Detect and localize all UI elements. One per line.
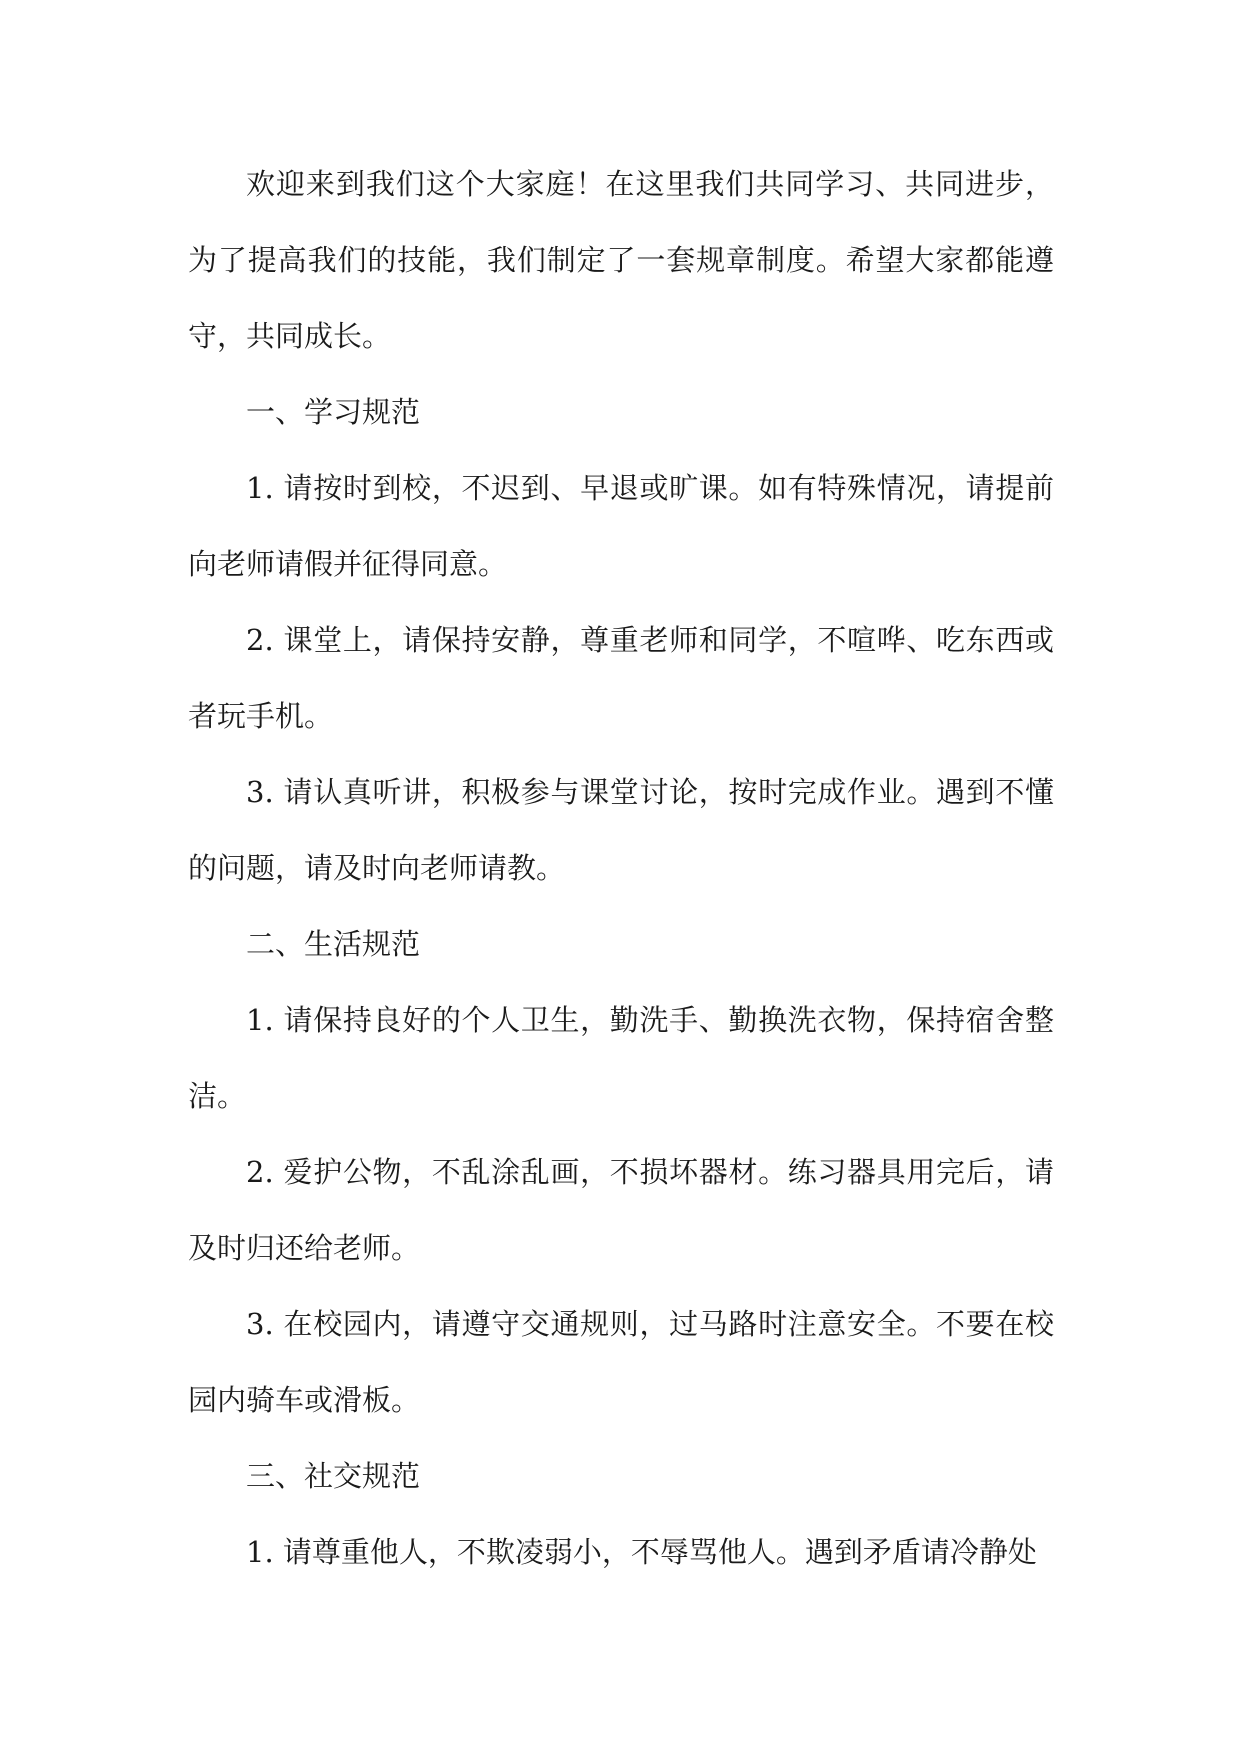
list-item: 1. 请保持良好的个人卫生，勤洗手、勤换洗衣物，保持宿舍整洁。 [188, 1003, 1054, 1113]
list-item: 2. 课堂上，请保持安静，尊重老师和同学，不喧哗、吃东西或者玩手机。 [188, 623, 1054, 733]
section-heading-social: 三、社交规范 [246, 1459, 421, 1493]
list-item: 2. 爱护公物，不乱涂乱画，不损坏器材。练习器具用完后，请及时归还给老师。 [188, 1155, 1054, 1265]
list-item: 1. 请按时到校，不迟到、早退或旷课。如有特殊情况，请提前向老师请假并征得同意。 [188, 471, 1054, 581]
list-item: 1. 请尊重他人，不欺凌弱小，不辱骂他人。遇到矛盾请冷静处 [246, 1535, 1037, 1569]
list-item: 3. 请认真听讲，积极参与课堂讨论，按时完成作业。遇到不懂的问题，请及时向老师请教。 [188, 775, 1054, 885]
list-item: 3. 在校园内，请遵守交通规则，过马路时注意安全。不要在校园内骑车或滑板。 [188, 1307, 1054, 1417]
section-heading-study: 一、学习规范 [246, 395, 421, 429]
intro-paragraph: 欢迎来到我们这个大家庭！在这里我们共同学习、共同进步，为了提高我们的技能，我们制定了一套规章制度。希望大家都能遵守，共同成长。 [188, 167, 1054, 353]
section-heading-life: 二、生活规范 [246, 927, 421, 961]
document-body [188, 146, 1054, 1590]
